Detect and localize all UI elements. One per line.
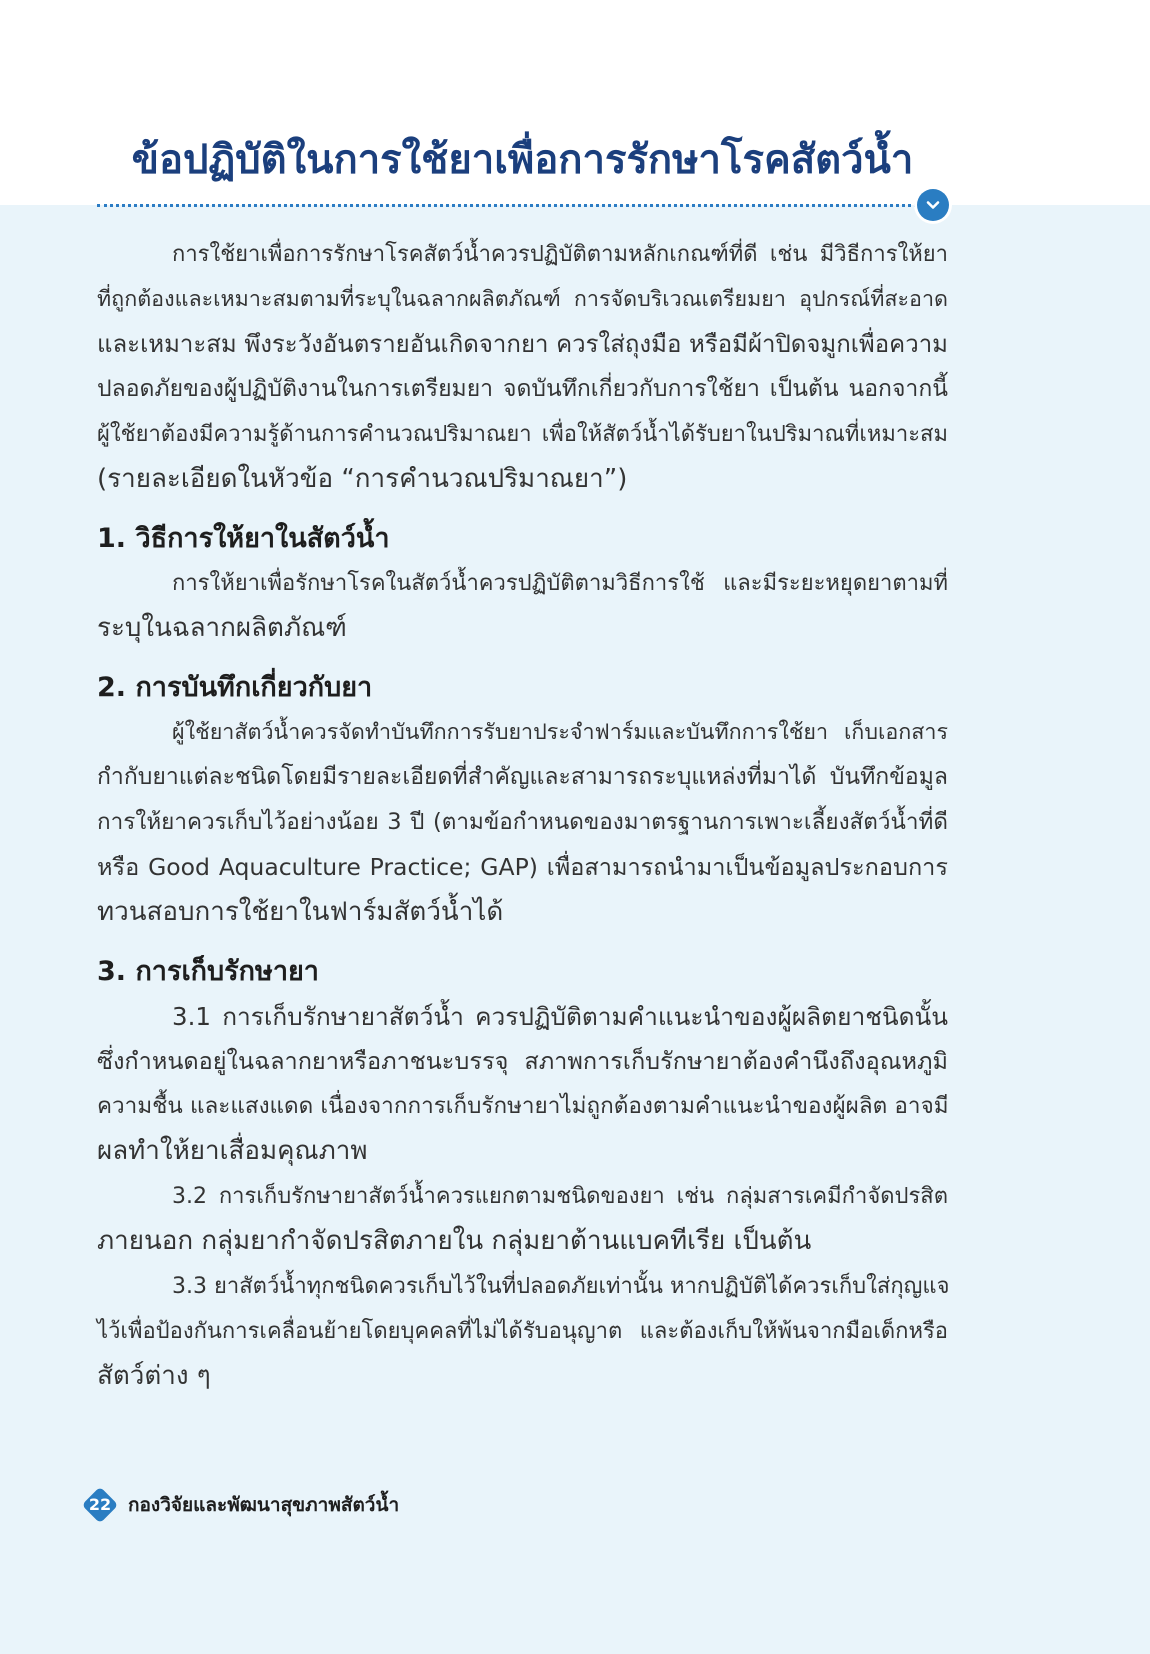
section-badge [917,189,949,221]
page-number-badge [84,1489,116,1521]
paragraph-line: 3.1 การเก็บรักษายาสัตว์น้ำ ควรปฏิบัติตามคำแนะนำของผู้ผลิตยาชนิดนั้น [172,1002,948,1031]
chevron-down-icon [925,197,941,213]
paragraph-line: การให้ยาควรเก็บไว้อย่างน้อย 3 ปี (ตามข้อกำหนดของมาตรฐานการเพาะเลี้ยงสัตว์น้ำที่ดี [97,809,948,835]
page-title: ข้อปฏิบัติในการใช้ยาเพื่อการรักษาโรคสัตว์น้ำ [131,137,914,183]
paragraph-line: 3.3 ยาสัตว์น้ำทุกชนิดควรเก็บไว้ในที่ปลอดภัยเท่านั้น หากปฏิบัติได้ควรเก็บใส่กุญแจ [172,1274,950,1299]
paragraph-line: ปลอดภัยของผู้ปฏิบัติงานในการเตรียมยา จดบันทึกเกี่ยวกับการใช้ยา เป็นต้น นอกจากนี้ [97,376,948,402]
paragraph-line: การใช้ยาเพื่อการรักษาโรคสัตว์น้ำควรปฏิบัติตามหลักเกณฑ์ที่ดี เช่น มีวิธีการให้ยา [172,242,948,267]
paragraph-line: ผลทำให้ยาเสื่อมคุณภาพ [97,1136,368,1166]
paragraph-line: ที่ถูกต้องและเหมาะสมตามที่ระบุในฉลากผลิตภัณฑ์ การจัดบริเวณเตรียมยา อุปกรณ์ที่สะอาด [97,287,948,312]
paragraph-line: การให้ยาเพื่อรักษาโรคในสัตว์น้ำควรปฏิบัติตามวิธีการใช้ และมีระยะหยุดยาตามที่ [172,571,948,596]
paragraph-line: 3.2 การเก็บรักษายาสัตว์น้ำควรแยกตามชนิดของยา เช่น กลุ่มสารเคมีกำจัดปรสิต [172,1184,948,1209]
paragraph-line: และเหมาะสม พึงระวังอันตรายอันเกิดจากยา ควรใส่ถุงมือ หรือมีผ้าปิดจมูกเพื่อความ [97,330,948,358]
section-paragraph [97,1264,948,1399]
paragraph-line: หรือ Good Aquaculture Practice; GAP) เพื่อสามารถนำมาเป็นข้อมูลประกอบการ [97,853,948,881]
paragraph-line: ไว้เพื่อป้องกันการเคลื่อนย้ายโดยบุคคลที่ไม่ได้รับอนุญาต และต้องเก็บให้พ้นจากมือเด็กหรือ [97,1319,948,1344]
section-records [97,665,948,935]
paragraph-line: ระบุในฉลากผลิตภัณฑ์ [97,613,347,643]
section-heading: 3. การเก็บรักษายา [97,956,319,987]
paragraph-line: ผู้ใช้ยาสัตว์น้ำควรจัดทำบันทึกการรับยาประจำฟาร์มและบันทึกการใช้ยา เก็บเอกสาร [172,720,948,745]
section-paragraph [97,994,948,1174]
section-heading: 1. วิธีการให้ยาในสัตว์น้ำ [97,523,390,554]
section-paragraph [97,710,948,935]
section-heading: 2. การบันทึกเกี่ยวกับยา [97,672,373,703]
page-number: 22 [88,1495,112,1514]
paragraph-line: ซึ่งกำหนดอยู่ในฉลากยาหรือภาชนะบรรจุ สภาพการเก็บรักษายาต้องคำนึงถึงอุณหภูมิ [97,1047,948,1075]
section-paragraph [97,561,948,651]
section-paragraph [97,1174,948,1264]
section-administration [97,516,948,651]
section-storage [97,949,948,1399]
paragraph-line: สัตว์ต่าง ๆ [97,1361,211,1391]
paragraph-line: ผู้ใช้ยาต้องมีความรู้ด้านการคำนวณปริมาณยา เพื่อให้สัตว์น้ำได้รับยาในปริมาณที่เหมาะสม [97,422,948,447]
paragraph-line: (รายละเอียดในหัวข้อ “การคำนวณปริมาณยา”) [97,464,628,494]
document-body [97,232,948,1399]
intro-paragraph [97,232,948,502]
paragraph-line: ทวนสอบการใช้ยาในฟาร์มสัตว์น้ำได้ [97,897,504,927]
footer-organization: กองวิจัยและพัฒนาสุขภาพสัตว์น้ำ [128,1494,400,1516]
paragraph-line: กำกับยาแต่ละชนิดโดยมีรายละเอียดที่สำคัญและสามารถระบุแหล่งที่มาได้ บันทึกข้อมูล [97,764,948,790]
paragraph-line: ความชื้น และแสงแดด เนื่องจากการเก็บรักษายาไม่ถูกต้องตามคำแนะนำของผู้ผลิต อาจมี [97,1093,949,1119]
title-divider [97,204,917,207]
paragraph-line: ภายนอก กลุ่มยากำจัดปรสิตภายใน กลุ่มยาต้านแบคทีเรีย เป็นต้น [97,1226,812,1256]
